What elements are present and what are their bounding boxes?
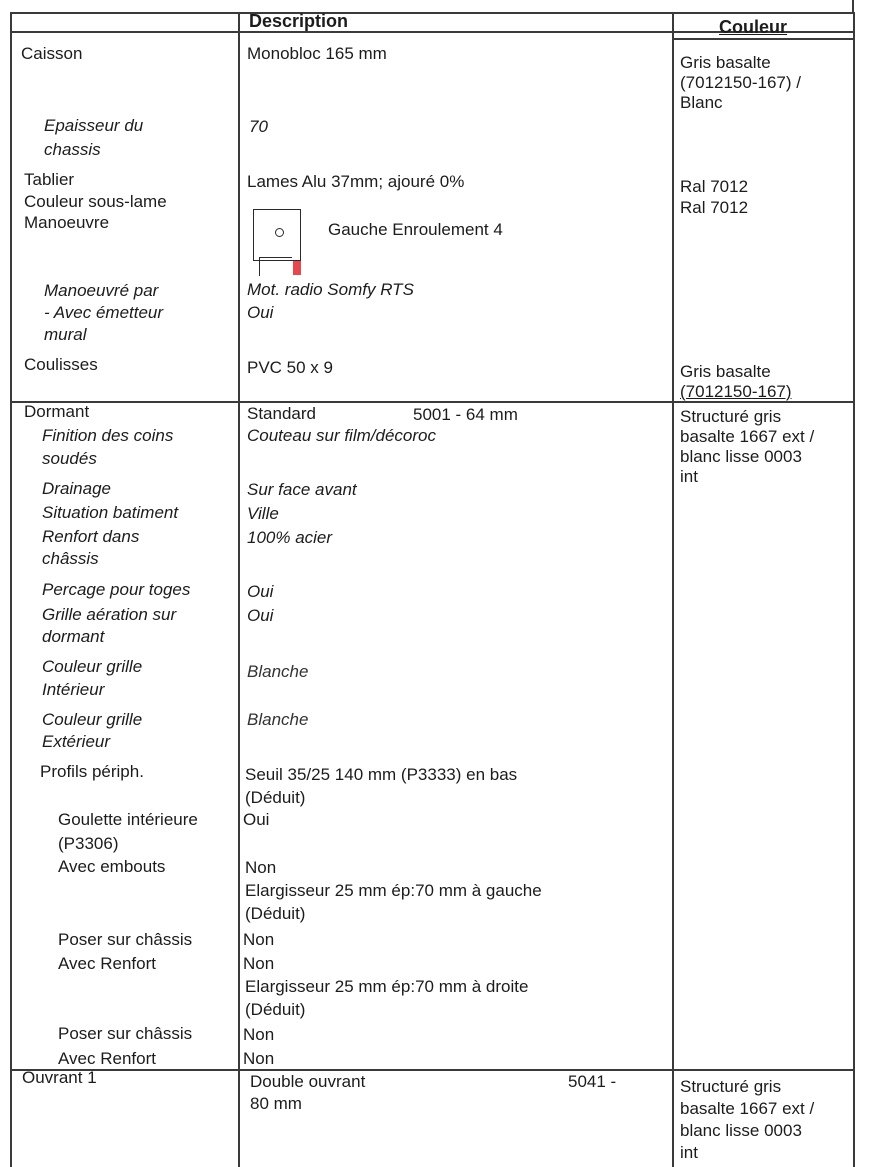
grille-aeration-value: Oui <box>247 606 274 625</box>
elargisseur-droite-l2: (Déduit) <box>245 1000 306 1019</box>
ouvrant-label: Ouvrant 1 <box>22 1068 97 1087</box>
header-right-rule <box>672 38 855 40</box>
manoeuvre-label: Manoeuvre <box>24 213 110 232</box>
couleur-grille-ext-value: Blanche <box>247 710 309 729</box>
ouvrant-color-l4: int <box>680 1143 698 1162</box>
tablier-color: Ral 7012 <box>680 177 749 196</box>
dormant-code: 5001 - 64 mm <box>413 405 518 424</box>
handle-circle-icon <box>275 228 284 237</box>
epaisseur-label-l2: chassis <box>44 140 101 159</box>
frame-bracket-icon <box>259 257 292 276</box>
ouvrant-code: 5041 - <box>568 1072 617 1091</box>
renfort-value: 100% acier <box>247 528 333 547</box>
situation-value: Ville <box>247 504 279 523</box>
caisson-color-l3: Blanc <box>680 93 723 112</box>
caisson-value: Monobloc 165 mm <box>247 44 387 63</box>
manoeuvre-par-value: Mot. radio Somfy RTS <box>247 280 414 299</box>
epaisseur-label-l1: Epaisseur du <box>44 116 144 135</box>
profils-label: Profils périph. <box>40 762 144 781</box>
emetteur-label-l1: - Avec émetteur <box>44 303 164 322</box>
embouts-label: Avec embouts <box>58 857 166 876</box>
renfort-label-l2: châssis <box>42 549 99 568</box>
table-top-border <box>10 12 855 14</box>
red-marker-icon <box>293 261 301 275</box>
coulisses-value: PVC 50 x 9 <box>247 358 333 377</box>
coulisses-label: Coulisses <box>24 355 98 374</box>
header-description: Description <box>249 11 349 31</box>
profils-value-l2: (Déduit) <box>245 788 306 807</box>
finition-label-l2: soudés <box>42 449 97 468</box>
renfort-label-l1: Renfort dans <box>42 527 140 546</box>
grille-aeration-label-l1: Grille aération sur <box>42 605 177 624</box>
emetteur-label-l2: mural <box>44 325 87 344</box>
elargisseur-gauche-l1: Elargisseur 25 mm ép:70 mm à gauche <box>245 881 542 900</box>
epaisseur-value: 70 <box>249 117 268 136</box>
tablier-value: Lames Alu 37mm; ajouré 0% <box>247 172 465 191</box>
dormant-color-l2: basalte 1667 ext / <box>680 427 815 446</box>
caisson-label: Caisson <box>21 44 83 63</box>
drainage-value: Sur face avant <box>247 480 357 499</box>
col-divider-1 <box>238 12 240 1167</box>
dormant-label: Dormant <box>24 402 90 421</box>
goulette-label-l2: (P3306) <box>58 834 119 853</box>
finition-label-l1: Finition des coins <box>42 426 174 445</box>
percage-value: Oui <box>247 582 274 601</box>
ouvrant-color-l3: blanc lisse 0003 <box>680 1121 802 1140</box>
couleur-grille-ext-label-l1: Couleur grille <box>42 710 143 729</box>
grille-aeration-label-l2: dormant <box>42 627 105 646</box>
manoeuvre-par-label: Manoeuvré par <box>44 281 159 300</box>
goulette-label-l1: Goulette intérieure <box>58 810 198 829</box>
dormant-value: Standard <box>247 404 316 423</box>
couleur-grille-int-label-l2: Intérieur <box>42 680 105 699</box>
percage-label: Percage pour toges <box>42 580 191 599</box>
ouvrant-top-rule <box>10 1069 855 1071</box>
header-couleur: Couleur <box>719 17 788 37</box>
tablier-label: Tablier <box>24 170 75 189</box>
couleur-sous-lame-color: Ral 7012 <box>680 198 749 217</box>
renfort-1-label: Avec Renfort <box>58 954 156 973</box>
poser-1-value: Non <box>243 930 275 949</box>
renfort-1-value: Non <box>243 954 275 973</box>
ouvrant-color-l2: basalte 1667 ext / <box>680 1099 815 1118</box>
col-divider-2 <box>672 12 674 1167</box>
col-right-border <box>853 12 855 1167</box>
dormant-color-l3: blanc lisse 0003 <box>680 447 802 466</box>
finition-value: Couteau sur film/décoroc <box>247 426 436 445</box>
renfort-2-value: Non <box>243 1049 275 1068</box>
poser-1-label: Poser sur châssis <box>58 930 193 949</box>
caisson-color-l1: Gris basalte <box>680 53 771 72</box>
couleur-grille-ext-label-l2: Extérieur <box>42 732 111 751</box>
renfort-2-label: Avec Renfort <box>58 1049 156 1068</box>
ouvrant-value: Double ouvrant <box>250 1072 366 1091</box>
goulette-value: Oui <box>243 810 270 829</box>
couleur-grille-int-value: Blanche <box>247 662 309 681</box>
coulisses-color-l1: Gris basalte <box>680 362 771 381</box>
dormant-color-l1: Structuré gris <box>680 407 782 426</box>
situation-label: Situation batiment <box>42 503 179 522</box>
ouvrant-value-l2: 80 mm <box>250 1094 302 1113</box>
col-left-border <box>10 12 12 1167</box>
elargisseur-gauche-l2: (Déduit) <box>245 904 306 923</box>
elargisseur-droite-l1: Elargisseur 25 mm ép:70 mm à droite <box>245 977 529 996</box>
emetteur-value: Oui <box>247 303 274 322</box>
coulisses-color-l2: (7012150-167) <box>680 382 792 401</box>
embouts-value: Non <box>245 858 277 877</box>
couleur-sous-lame-label: Couleur sous-lame <box>24 192 167 211</box>
ouvrant-color-l1: Structuré gris <box>680 1077 782 1096</box>
drainage-label: Drainage <box>42 479 111 498</box>
manoeuvre-value: Gauche Enroulement 4 <box>328 220 503 239</box>
profils-value-l1: Seuil 35/25 140 mm (P3333) en bas <box>245 765 518 784</box>
poser-2-value: Non <box>243 1025 275 1044</box>
poser-2-label: Poser sur châssis <box>58 1024 193 1043</box>
caisson-color-l2: (7012150-167) / <box>680 73 801 92</box>
couleur-grille-int-label-l1: Couleur grille <box>42 657 143 676</box>
dormant-color-l4: int <box>680 467 698 486</box>
